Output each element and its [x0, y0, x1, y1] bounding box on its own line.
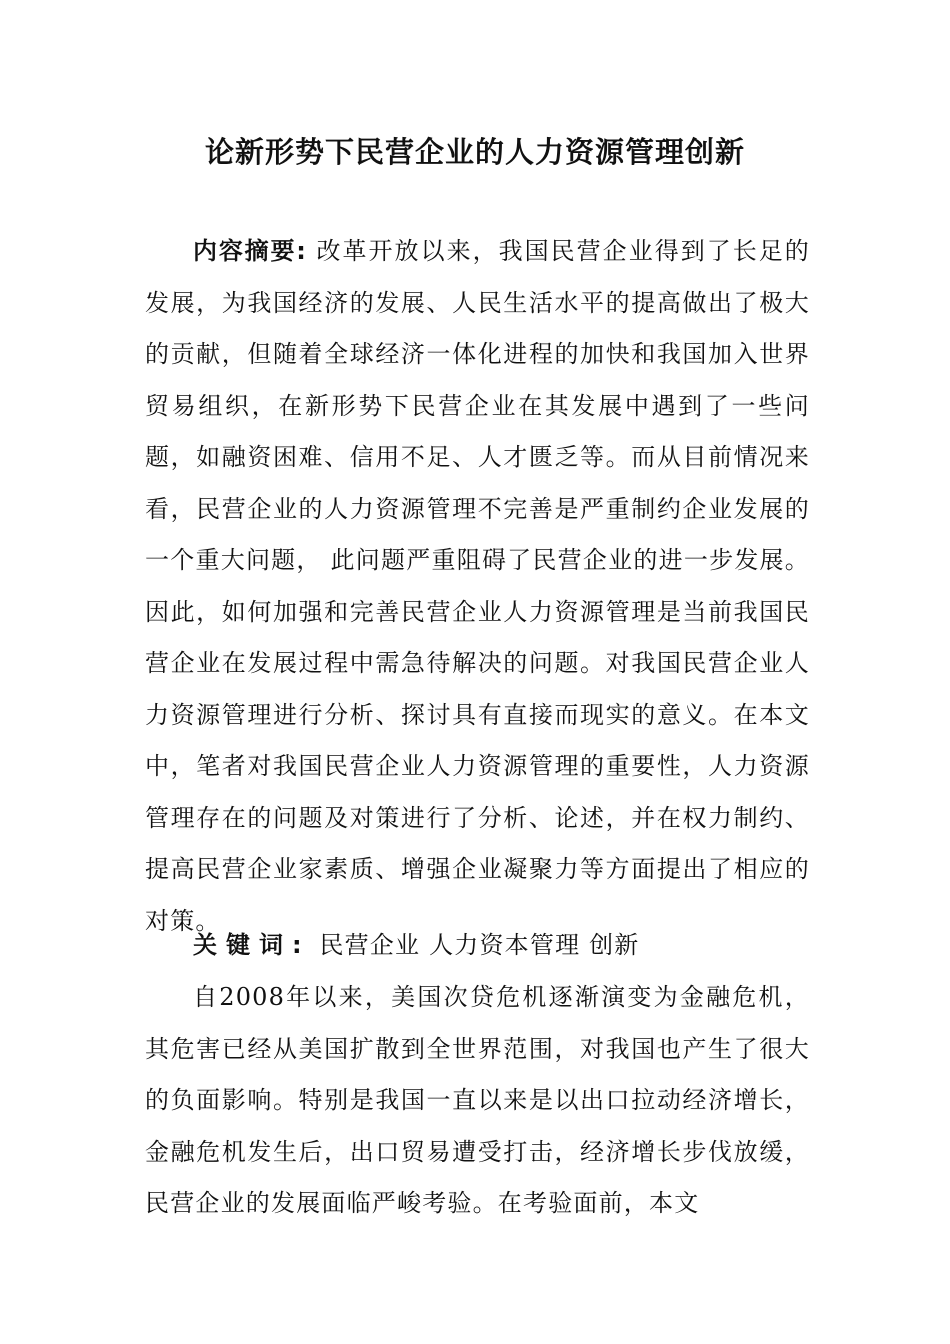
- keywords-label: 关键词:: [193, 931, 311, 959]
- abstract-paragraph: [145, 226, 810, 947]
- keywords-paragraph: [145, 920, 810, 972]
- abstract-label: 内容摘要:: [193, 237, 307, 265]
- keywords-text: 民营企业 人力资本管理 创新: [319, 931, 640, 959]
- abstract-text: 改革开放以来，我国民营企业得到了长足的发展，为我国经济的发展、人民生活水平的提高做出了极大的贡献，但随着全球经济一体化进程的加快和我国加入世界贸易组织，在新形势下民营企业在其发展中遇到了一些问题，如融资困难、信用不足、人才匮乏等。而从目前情况来看，民营企业的人力资源管理不完善是严重制约企业发展的一个重大问题， 此问题严重阻碍了民营企业的进一步发展。因此，如何加强和完善民营企业人力资源管理是当前我国民营企业在发展过程中需急待解决的问题。对我国民营企业人力资源管理进行分析、探讨具有直接而现实的意义。在本文中，笔者对我国民营企业人力资源管理的重要性，人力资源管理存在的问题及对策进行了分析、论述，并在权力制约、提高民营企业家素质、增强企业凝聚力等方面提出了相应的对策。: [145, 237, 810, 935]
- document-title: 论新形势下民营企业的人力资源管理创新: [204, 135, 745, 169]
- intro-paragraph: 自2008年以来，美国次贷危机逐渐演变为金融危机，其危害已经从美国扩散到全世界范围，对我国也产生了很大的负面影响。特别是我国一直以来是以出口拉动经济增长，金融危机发生后，出口贸易遭受打击，经济增长步伐放缓，民营企业的发展面临严峻考验。在考验面前，本文: [145, 983, 810, 1217]
